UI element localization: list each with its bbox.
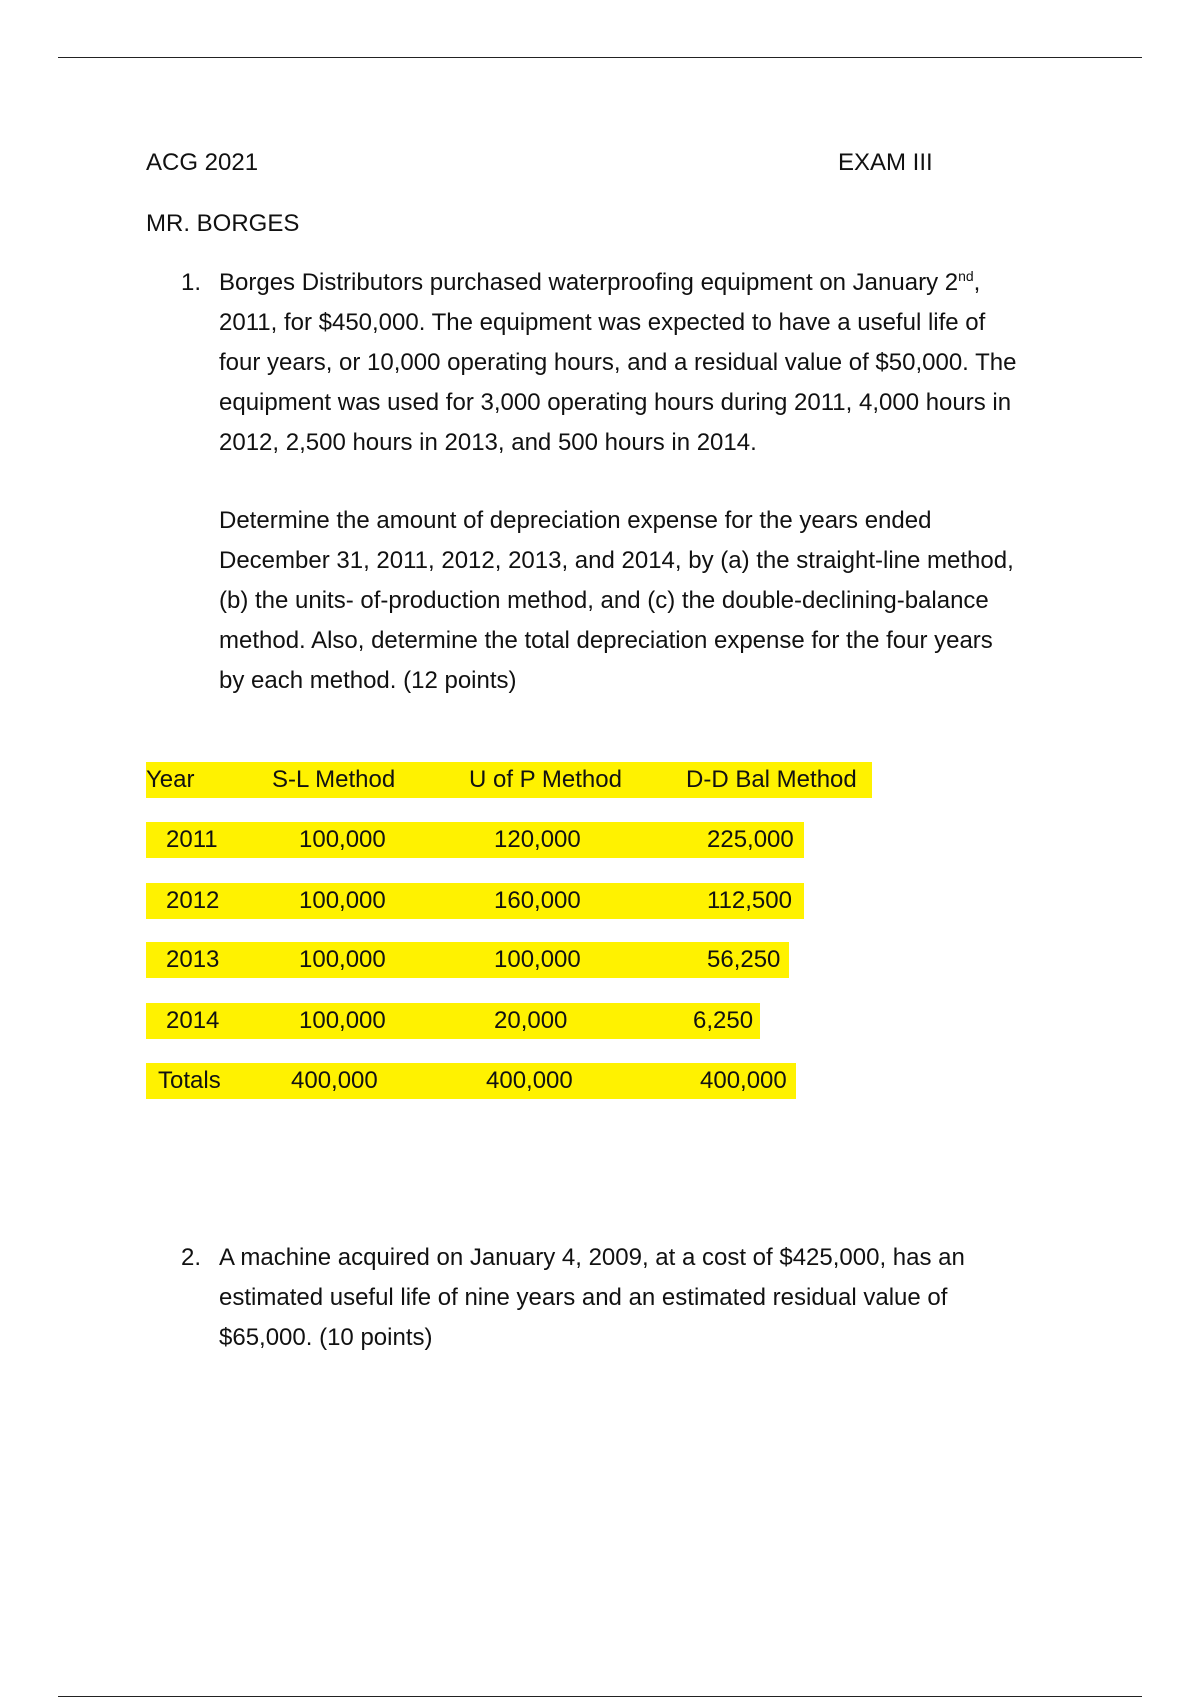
question-2-number: 2. [181, 1244, 202, 1271]
cell-ddbal: 6,250 [693, 1007, 754, 1034]
course-code: ACG 2021 [146, 149, 259, 176]
cell-totals-label: Totals [158, 1067, 221, 1094]
question-1-line: 2012, 2,500 hours in 2013, and 500 hours in 2014. [219, 429, 757, 456]
question-1-instruction-line: Determine the amount of depreciation expense for the years ended [219, 507, 932, 534]
question-1-instruction-line: by each method. (12 points) [219, 667, 517, 694]
cell-uofp: 100,000 [494, 946, 581, 973]
header-sl-method: S-L Method [272, 766, 396, 793]
row-highlight [146, 822, 804, 858]
bottom-rule [58, 1696, 1142, 1697]
cell-year: 2012 [166, 887, 220, 914]
cell-sl: 100,000 [299, 826, 386, 853]
cell-year: 2013 [166, 946, 220, 973]
cell-ddbal: 56,250 [707, 946, 781, 973]
cell-ddbal: 112,500 [707, 887, 792, 914]
question-1-instruction-line: method. Also, determine the total depreciation expense for the four years [219, 627, 993, 654]
header-year: Year [146, 766, 195, 793]
cell-uofp: 20,000 [494, 1007, 568, 1034]
cell-total-ddbal: 400,000 [700, 1067, 787, 1094]
question-1-number: 1. [181, 269, 202, 296]
question-1-instruction-line: (b) the units- of-production method, and (c) the double-declining-balance [219, 587, 989, 614]
question-2-line: $65,000. (10 points) [219, 1324, 433, 1351]
question-2-line: estimated useful life of nine years and an estimated residual value of [219, 1284, 948, 1311]
question-1-line: four years, or 10,000 operating hours, and a residual value of $50,000. The [219, 349, 1017, 376]
question-2-line: A machine acquired on January 4, 2009, at a cost of $425,000, has an [219, 1244, 965, 1271]
question-1-instruction-line: December 31, 2011, 2012, 2013, and 2014, by (a) the straight-line method, [219, 547, 1014, 574]
instructor-name: MR. BORGES [146, 210, 300, 237]
cell-year: 2011 [166, 826, 218, 853]
row-highlight [146, 1063, 796, 1099]
question-2-body [219, 1238, 1099, 1358]
cell-total-sl: 400,000 [291, 1067, 378, 1094]
cell-total-uofp: 400,000 [486, 1067, 573, 1094]
cell-sl: 100,000 [299, 1007, 386, 1034]
row-highlight [146, 942, 789, 978]
header-ddbal-method: D-D Bal Method [686, 766, 857, 793]
cell-sl: 100,000 [299, 946, 386, 973]
cell-ddbal: 225,000 [707, 826, 794, 853]
cell-year: 2014 [166, 1007, 220, 1034]
top-rule [58, 57, 1142, 58]
row-highlight [146, 883, 804, 919]
cell-sl: 100,000 [299, 887, 386, 914]
question-1-body [219, 263, 1099, 701]
cell-uofp: 160,000 [494, 887, 581, 914]
question-1-line: equipment was used for 3,000 operating hours during 2011, 4,000 hours in [219, 389, 1012, 416]
header-uofp-method: U of P Method [469, 766, 622, 793]
cell-uofp: 120,000 [494, 826, 581, 853]
exam-title: EXAM III [838, 149, 933, 176]
question-1-line: Borges Distributors purchased waterproofing equipment on January 2nd, [219, 268, 981, 296]
question-1-line: 2011, for $450,000. The equipment was expected to have a useful life of [219, 309, 986, 336]
row-highlight [146, 1003, 760, 1039]
